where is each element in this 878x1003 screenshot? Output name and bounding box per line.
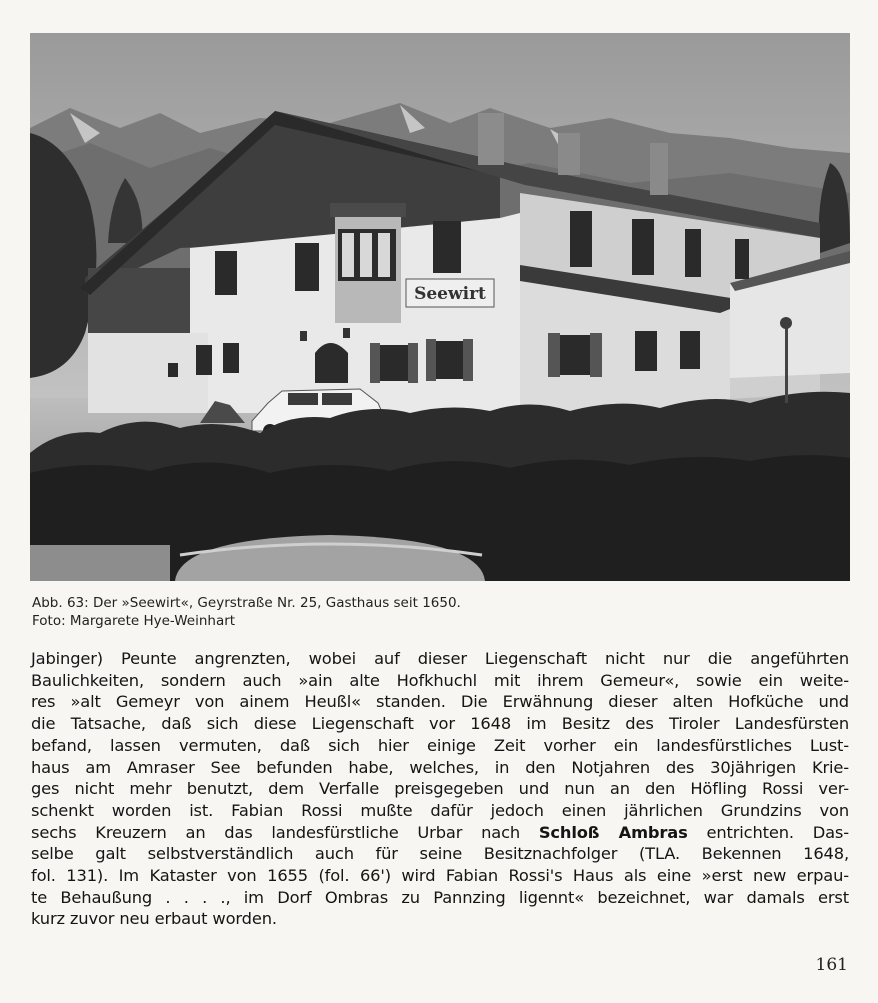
figure-caption — [32, 594, 852, 630]
text-line: ges nicht mehr benutzt, dem Verfalle preisgegeben und nun an den Höfling Rossi ver- — [31, 779, 849, 799]
text-segment: sechs Kreuzern an das landesfürstliche Urbar nach — [31, 822, 539, 842]
caption-credit: Foto: Margarete Hye-Weinhart — [32, 613, 236, 629]
text-line: te Behaußung . . . ., im Dorf Ombras zu Pannzing ligennt« bezeichnet, war damals erst — [31, 887, 849, 907]
seewirt-photo — [30, 33, 850, 581]
figure-photo — [30, 33, 850, 581]
text-line: haus am Amraser See befunden habe, welches, in den Notjahren des 30jährigen Krie- — [31, 757, 849, 777]
text-line: Baulichkeiten, sondern auch »ain alte Hofkhuchl mit ihrem Gemeur«, sowie ein weite- — [31, 670, 849, 690]
text-line: schenkt worden ist. Fabian Rossi mußte dafür jedoch einen jährlichen Grundzins von — [31, 800, 849, 820]
text-line: kurz zuvor neu erbaut worden. — [31, 909, 277, 929]
caption-title: Abb. 63: Der »Seewirt«, Geyrstraße Nr. 25, Gasthaus seit 1650. — [32, 595, 461, 611]
text-segment: entrichten. Das- — [687, 822, 849, 842]
castle-name: Schloß Ambras — [538, 822, 688, 842]
body-paragraph — [31, 648, 849, 930]
text-line-with-bold — [31, 822, 849, 844]
text-line: befand, lassen vermuten, daß sich hier einige Zeit vorher ein landesfürstliches Lust- — [31, 735, 849, 755]
text-line: fol. 131). Im Kataster von 1655 (fol. 66') wird Fabian Rossi's Haus als eine »erst new erpau- — [31, 866, 849, 886]
page-number: 161 — [815, 955, 848, 975]
inn-sign: Seewirt — [414, 284, 486, 304]
text-line: die Tatsache, daß sich diese Liegenschaft vor 1648 im Besitz des Tiroler Landesfürsten — [31, 714, 849, 734]
text-line: Jabinger) Peunte angrenzten, wobei auf dieser Liegenschaft nicht nur die angeführten — [31, 649, 849, 668]
text-line: selbe galt selbstverständlich auch für seine Besitznachfolger (TLA. Bekennen 1648, — [31, 844, 849, 864]
text-line: res »alt Gemeyr von ainem Heußl« standen. Die Erwähnung dieser alten Hofküche und — [31, 692, 849, 712]
